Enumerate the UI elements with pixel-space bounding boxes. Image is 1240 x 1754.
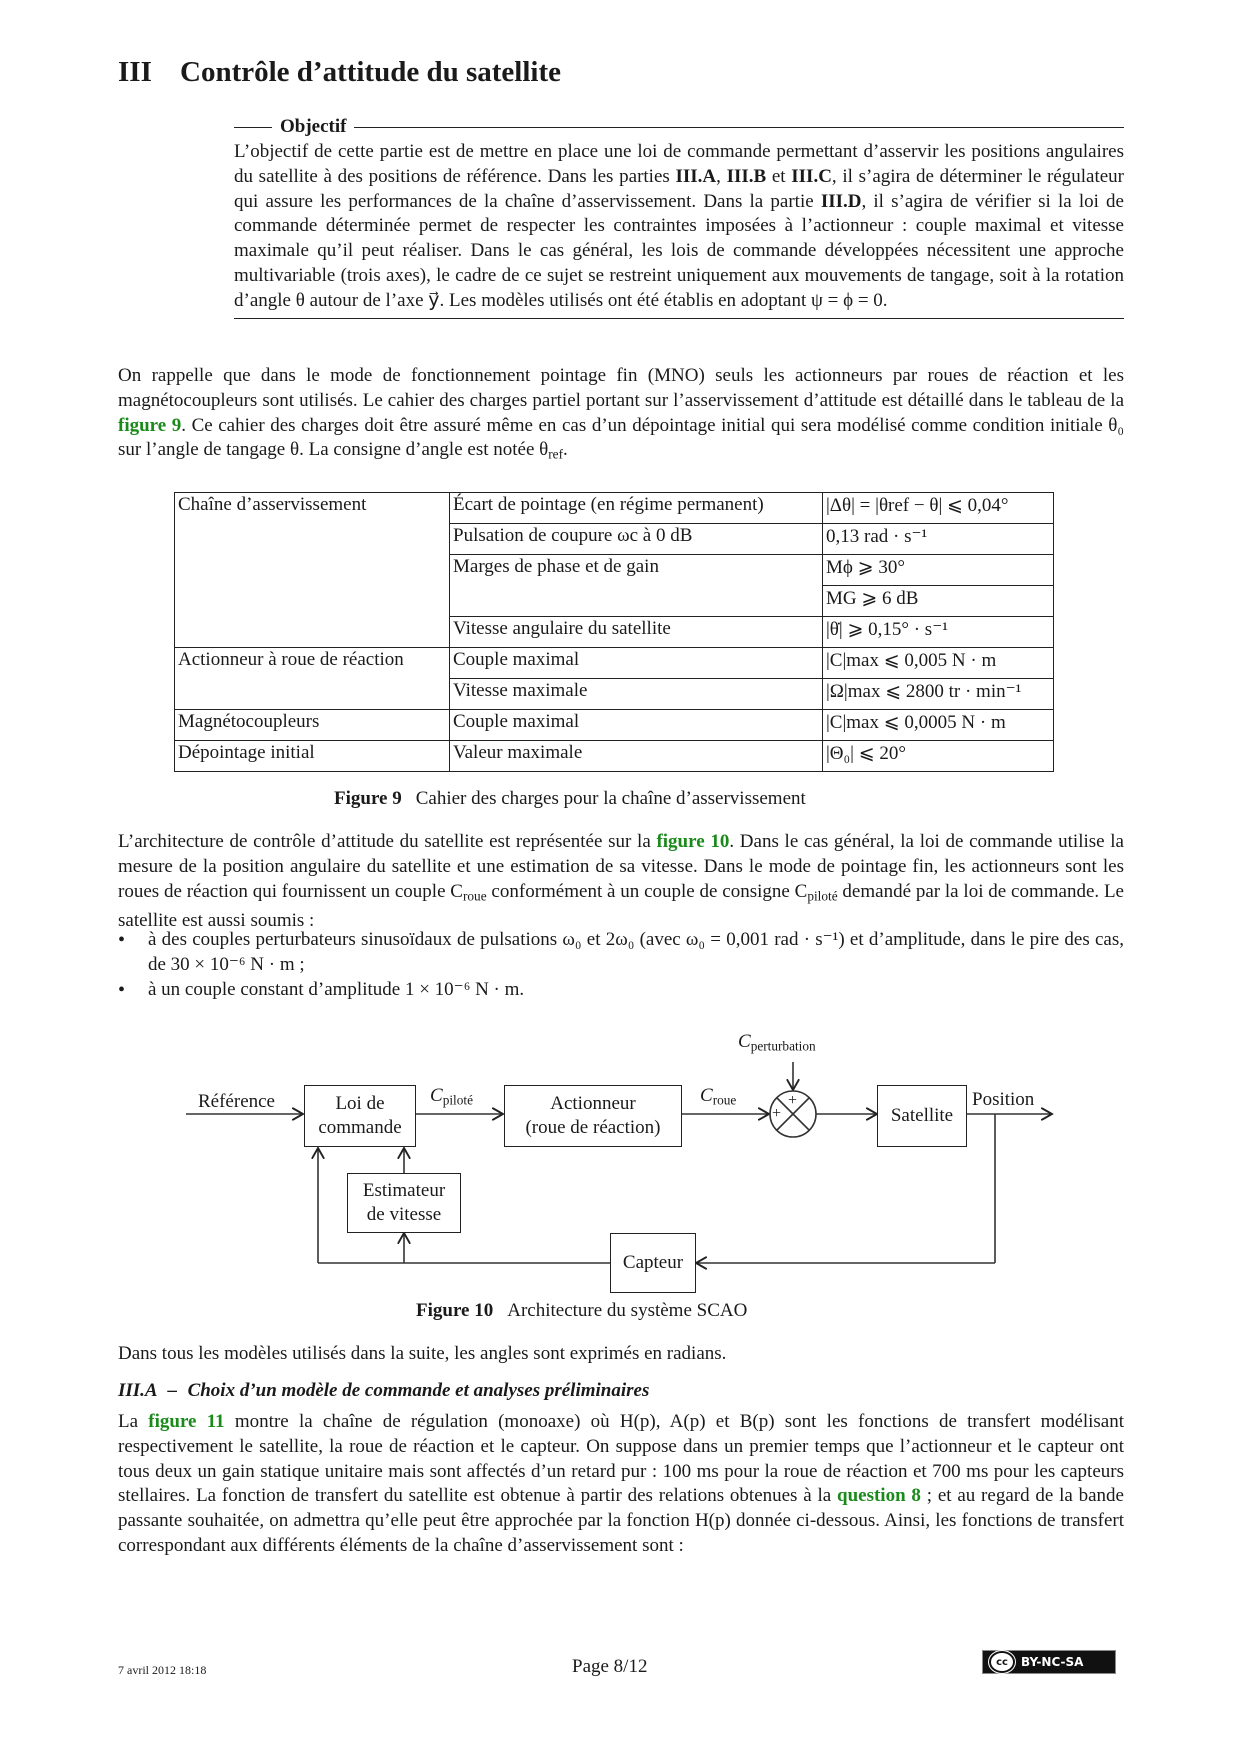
license-badge[interactable] [982, 1650, 1116, 1674]
table-cell-criterion: Marges de phase et de gain [450, 555, 823, 586]
footer-date: 7 avril 2012 18:18 [118, 1663, 207, 1677]
table-cell-value: Mϕ ⩾ 30° [823, 555, 1054, 586]
objectif-text-part: , il s’agira de déterminer le régulateur qui assure les performances de la chaîne d’asservissement. Dans la partie [234, 165, 1124, 212]
figure-10-caption [416, 1300, 747, 1322]
table-cell-group [175, 617, 450, 648]
text: La [118, 1411, 149, 1432]
transfer-function-paragraph [118, 1410, 1124, 1559]
figure-caption-text: Cahier des charges pour la chaîne d’asservissement [415, 788, 806, 809]
subsection-title [118, 1380, 649, 1402]
objectif-text-part: L’objectif de cette partie est de mettre en place une loi de commande permettant d’asservir les positions angulaires du satellite à des positions de référence. Dans les parties [234, 141, 1124, 187]
c-pilote-label [430, 1084, 473, 1112]
position-label: Position [972, 1089, 1035, 1110]
list-item: • à des couples perturbateurs sinusoïdaux de pulsations ω₀ et 2ω₀ (avec ω₀ = 0,001 rad · s⁻¹) et d’amplitude, dans le pire des cas, de 30 × 10⁻⁶ N · m ; [118, 928, 1124, 978]
separator: , [716, 165, 727, 187]
table-cell-criterion: Couple maximal [450, 648, 823, 679]
text: . [563, 439, 568, 461]
figure-caption-text: Architecture du système SCAO [507, 1300, 748, 1321]
text: montre la chaîne de régulation (monoaxe) où H(p), A(p) et B(p) sont les fonctions de transfert modélisant respectivement le satellite, la roue de réaction et le capteur. On suppose dans un premier temps que l’actionneur et le capteur ont tous deux un gain statique unitaire mais sont affectés d’un retard pur : 100 ms pour la roue de réaction et 700 ms pour les capteurs stellaires. La fonction de transfert du satellite est obtenue à partir des relations obtenues à la [118, 1411, 1125, 1507]
objectif-text [234, 140, 1124, 314]
figure-label: Figure 9 [334, 788, 402, 809]
objectif-bottom-rule [234, 318, 1124, 319]
table-cell-value: |θ̇| ⩾ 0,15° · s⁻¹ [823, 617, 1054, 648]
table-row [175, 679, 1054, 710]
creative-commons-icon: cc [989, 1651, 1015, 1673]
symbol: C [700, 1085, 713, 1106]
table-row [175, 493, 1054, 524]
subscript: piloté [807, 887, 838, 903]
figure-9-caption [334, 788, 806, 810]
text: ; et au regard de la bande passante souhaitée, on admettra qu’elle peut être approchée par la fonction H(p) donnée ci-dessous. Ainsi, les fonctions de transfert correspondant aux différents éléments de la chaîne d’asservissement sont : [118, 1485, 1124, 1556]
table-cell-value: |Ω|max ⩽ 2800 tr · min⁻¹ [823, 679, 1054, 710]
table-cell-value: MG ⩾ 6 dB [823, 586, 1054, 617]
table-cell-criterion: Pulsation de coupure ωc à 0 dB [450, 524, 823, 555]
control-law-line2: commande [318, 1117, 402, 1138]
section-heading: Contrôle d’attitude du satellite [180, 56, 561, 88]
table-cell-value: |Δθ| = |θref − θ| ⩽ 0,04° [823, 493, 1054, 524]
figure-11-link[interactable]: figure 11 [148, 1411, 225, 1432]
table-cell-criterion: Écart de pointage (en régime permanent) [450, 493, 823, 524]
ref-part-IIIA: III.A [675, 165, 717, 187]
speed-estimator-block[interactable] [347, 1173, 461, 1233]
question-8-link[interactable]: question 8 [837, 1485, 921, 1507]
objectif-header [234, 116, 1124, 138]
table-cell-criterion: Valeur maximale [450, 741, 823, 772]
symbol: C [430, 1085, 443, 1106]
objectif-text-part: , il s’agira de vérifier si la loi de commande déterminée permet de respecter les contraintes imposées à l’actionneur : couple maximal et vitesse maximale qu’il peut réaliser. Dans le cas général, les lois de commande développées nécessitent une approche multivariable (trois axes), le cadre de ce sujet se restreint uniquement aux mouvements de tangage, soit à la rotation d’angle θ autour de l’axe y⃗. Les modèles utilisés ont été établis en adoptant ψ = ϕ = 0. [234, 190, 1124, 311]
subsection-heading: Choix d’un modèle de commande et analyses préliminaires [187, 1380, 650, 1401]
table-cell-value: |C|max ⩽ 0,0005 N · m [823, 710, 1054, 741]
reference-label: Référence [198, 1091, 275, 1112]
subsection-dash: – [167, 1380, 177, 1401]
table-cell-group: Magnétocoupleurs [175, 710, 450, 741]
architecture-paragraph [118, 830, 1124, 934]
figure-label: Figure 10 [416, 1300, 494, 1321]
table-cell-group [175, 555, 450, 586]
table-row [175, 524, 1054, 555]
objectif-right-rule [354, 127, 1124, 128]
subscript: piloté [442, 1092, 473, 1108]
c-perturbation-label [738, 1030, 816, 1058]
text: conformément à un couple de consigne C [486, 880, 808, 902]
text: . Dans le cas général, la loi de commande utilise la mesure de la position angulaire du satellite et une estimation de sa vitesse. Dans le mode de pointage fin, les actionneurs sont les roues de réaction qui fournissent un couple C [118, 831, 1124, 902]
ref-part-IIIC: III.C [791, 165, 832, 187]
table-cell-group: Actionneur à roue de réaction [175, 648, 450, 679]
license-text: BY-NC-SA [1021, 1655, 1084, 1669]
sum-sign-left: + [772, 1105, 782, 1122]
satellite-block[interactable] [877, 1085, 967, 1147]
text: demandé par la loi de commande. Le satellite est aussi soumis : [118, 880, 1124, 931]
c-roue-label [700, 1084, 736, 1112]
table-row [175, 710, 1054, 741]
table-row [175, 648, 1054, 679]
subsection-number: III.A [118, 1380, 157, 1401]
actuator-line1: Actionneur [550, 1093, 636, 1114]
specifications-table [174, 492, 1054, 772]
page-number: Page 8/12 [572, 1656, 648, 1677]
table-cell-group: Chaîne d’asservissement [175, 493, 450, 524]
control-law-block[interactable] [304, 1085, 416, 1147]
section-number: III [118, 56, 152, 88]
figure-9-link[interactable]: figure 9 [118, 414, 182, 436]
estimator-line1: Estimateur [362, 1180, 446, 1201]
table-cell-value: |C|max ⩽ 0,005 N · m [823, 648, 1054, 679]
ref-part-IIID: III.D [820, 190, 862, 212]
subscript: ref [548, 446, 564, 462]
objectif-box [234, 116, 1124, 319]
sensor-label: Capteur [622, 1252, 684, 1273]
symbol: C [738, 1031, 751, 1052]
satellite-label: Satellite [890, 1105, 954, 1126]
estimator-line2: de vitesse [366, 1204, 442, 1225]
text: On rappelle que dans le mode de fonctionnement pointage fin (MNO) seuls les actionneurs par roues de réaction et les magnétocoupleurs sont utilisés. Le cahier des charges partiel portant sur l’asservissement d’attitude est détaillé dans le tableau de la [118, 365, 1124, 411]
list-item: • à un couple constant d’amplitude 1 × 10⁻⁶ N · m. [118, 978, 1124, 1003]
actuator-block[interactable] [504, 1085, 682, 1147]
intro-paragraph [118, 364, 1124, 468]
table-cell-group [175, 524, 450, 555]
table-cell-group: Dépointage initial [175, 741, 450, 772]
section-title [118, 56, 561, 89]
table-cell-criterion [450, 586, 823, 617]
sensor-block[interactable] [610, 1233, 696, 1293]
table-cell-value: |Θ₀| ⩽ 20° [823, 741, 1054, 772]
actuator-line2: (roue de réaction) [525, 1117, 661, 1138]
text: . Ce cahier des charges doit être assuré même en cas d’un dépointage initial qui sera modélisé comme condition initiale θ₀ sur l’angle de tangage θ. La consigne d’angle est notée θ [118, 414, 1125, 461]
table-row [175, 586, 1054, 617]
objectif-heading: Objectif [280, 115, 347, 137]
table-cell-criterion: Vitesse angulaire du satellite [450, 617, 823, 648]
table-cell-value: 0,13 rad · s⁻¹ [823, 524, 1054, 555]
subscript: roue [712, 1092, 737, 1108]
sum-sign-top: + [788, 1092, 798, 1109]
separator: et [766, 165, 792, 187]
table-row [175, 741, 1054, 772]
table-cell-group [175, 586, 450, 617]
table-cell-criterion: Vitesse maximale [450, 679, 823, 710]
objectif-left-rule [234, 127, 272, 128]
subscript: perturbation [750, 1038, 816, 1054]
radians-note: Dans tous les modèles utilisés dans la suite, les angles sont exprimés en radians. [118, 1343, 727, 1364]
table-row [175, 617, 1054, 648]
subscript: roue [462, 887, 487, 903]
table-cell-criterion: Couple maximal [450, 710, 823, 741]
control-law-line1: Loi de [335, 1093, 385, 1114]
ref-part-IIIB: III.B [726, 165, 767, 187]
text: L’architecture de contrôle d’attitude du satellite est représentée sur la [118, 831, 657, 852]
table-row [175, 555, 1054, 586]
disturbance-list [118, 928, 1124, 1002]
table-cell-group [175, 679, 450, 710]
figure-10-link[interactable]: figure 10 [656, 831, 730, 852]
